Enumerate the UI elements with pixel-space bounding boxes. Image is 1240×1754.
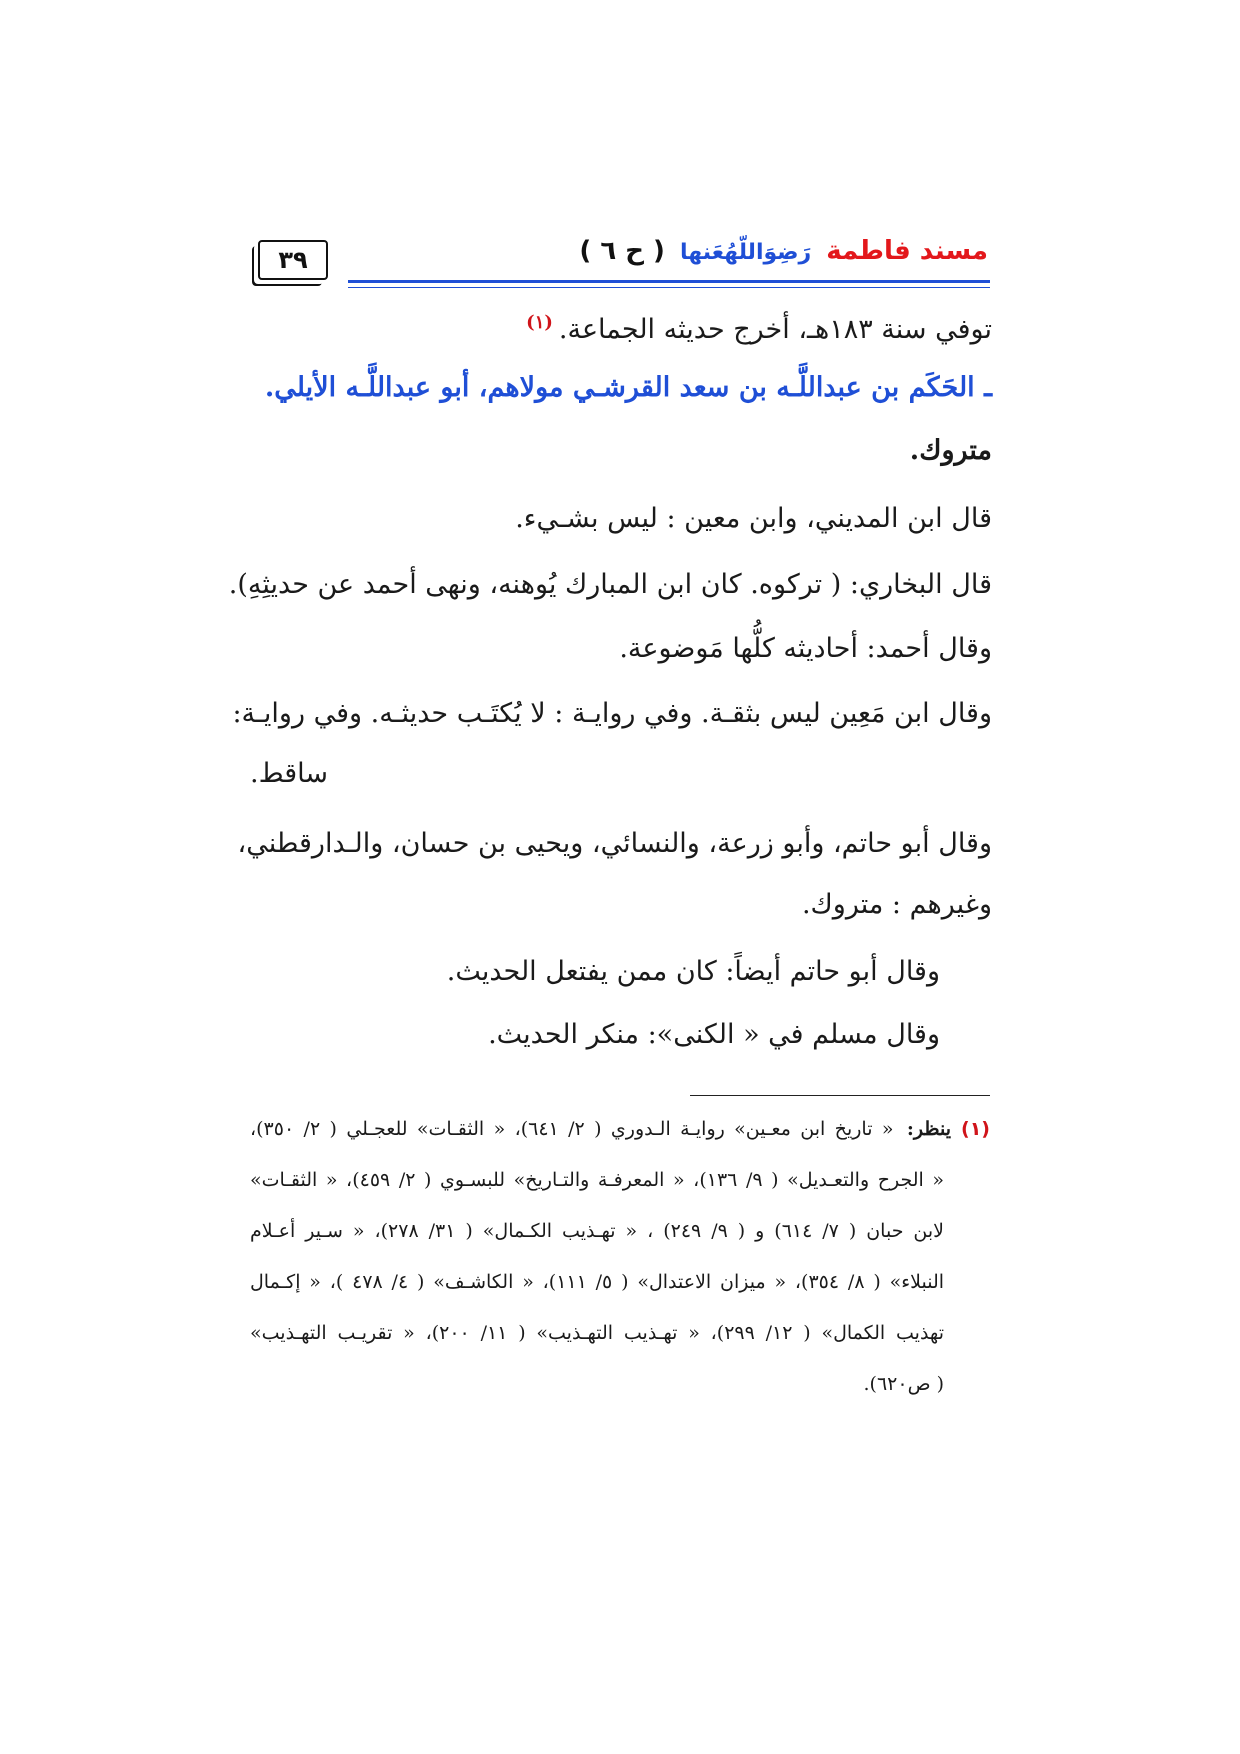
text-abu-hatim: وقال أبو حاتم، وأبو زرعة، والنسائي، ويحيى بن حسان، والـدارقطني، xyxy=(237,828,992,859)
text-saqit: ساقط. xyxy=(250,758,328,789)
text-death-year: توفي سنة ١٨٣هـ، أخرج حديثه الجماعة. xyxy=(558,314,992,345)
footnote-line-3: لابن حبان ( ٧/ ٦١٤) و ( ٩/ ٢٤٩) ، « تهـذيب الكـمال» ( ٣١/ ٢٧٨)، « سـير أعـلام xyxy=(250,1220,944,1242)
text-ibn-main: وقال ابن مَعِين ليس بثقـة. وفي روايـة : لا يُكتَـب حديثـه. وفي روايـة: xyxy=(232,698,992,729)
footnote-line-4: النبلاء» ( ٨/ ٣٥٤)، « ميزان الاعتدال» ( ٥/ ١١١)، « الكاشـف» ( ٤/ ٤٧٨ )، « إكـمال xyxy=(250,1271,945,1293)
text-muslim: وقال مسلم في « الكنى»: منكر الحديث. xyxy=(488,1019,940,1050)
footnote-line-6: ( ص٦٢٠). xyxy=(863,1373,944,1395)
footnote-reference: (١) xyxy=(526,312,553,333)
footnote-line-1 xyxy=(250,1118,990,1140)
volume-label: ( ح ٦ ) xyxy=(579,236,665,266)
text-verdict: متروك. xyxy=(909,435,992,466)
text-others: وغيرهم : متروك. xyxy=(801,889,992,920)
honorific-glyph: رَضِوَاللّهُعَنها xyxy=(680,240,812,265)
text-ahmad: وقال أحمد: أحاديثه كلُّها مَوضوعة. xyxy=(619,633,992,664)
book-title: مسند فاطمة xyxy=(826,236,988,266)
footnote-line-2: « الجرح والتعـديل» ( ٩/ ١٣٦)، « المعرفـة والتـاريخ» للبسـوي ( ٢/ ٤٥٩)، « الثقـات» xyxy=(250,1169,944,1191)
text-line-death-year xyxy=(526,312,992,345)
running-title xyxy=(579,236,988,266)
footnote-look-word: ينظر: xyxy=(906,1118,951,1140)
header-rule-thin xyxy=(348,287,990,288)
narrator-heading: ـ الحَكَم بن عبداللَّـه بن سعد القرشـي مولاهم، أبو عبداللَّـه الأيلي. xyxy=(264,372,992,403)
text-bukhari: قال البخاري: ( تركوه. كان ابن المبارك يُوهنه، ونهى أحمد عن حديثِهِ). xyxy=(228,569,992,600)
footnote-separator xyxy=(690,1095,990,1096)
text-abu-hatim-also: وقال أبو حاتم أيضاً: كان ممن يفتعل الحديث. xyxy=(446,956,940,987)
footnote-text-1: « تاريخ ابن معـين» روايـة الـدوري ( ٢/ ٦٤١)، « الثقـات» للعجـلي ( ٢/ ٣٥٠)، xyxy=(250,1118,894,1140)
text-ibn-madini: قال ابن المديني، وابن معين : ليس بشـيء. xyxy=(515,503,992,534)
page-header xyxy=(250,236,990,296)
page-number: ٣٩ xyxy=(258,240,328,280)
footnote-line-5: تهذيب الكمال» ( ١٢/ ٢٩٩)، « تهـذيب التهـذيب» ( ١١/ ٢٠٠)، « تقريـب التهـذيب» xyxy=(250,1322,944,1344)
header-rule xyxy=(348,280,990,283)
footnote-number: (١) xyxy=(961,1118,990,1140)
